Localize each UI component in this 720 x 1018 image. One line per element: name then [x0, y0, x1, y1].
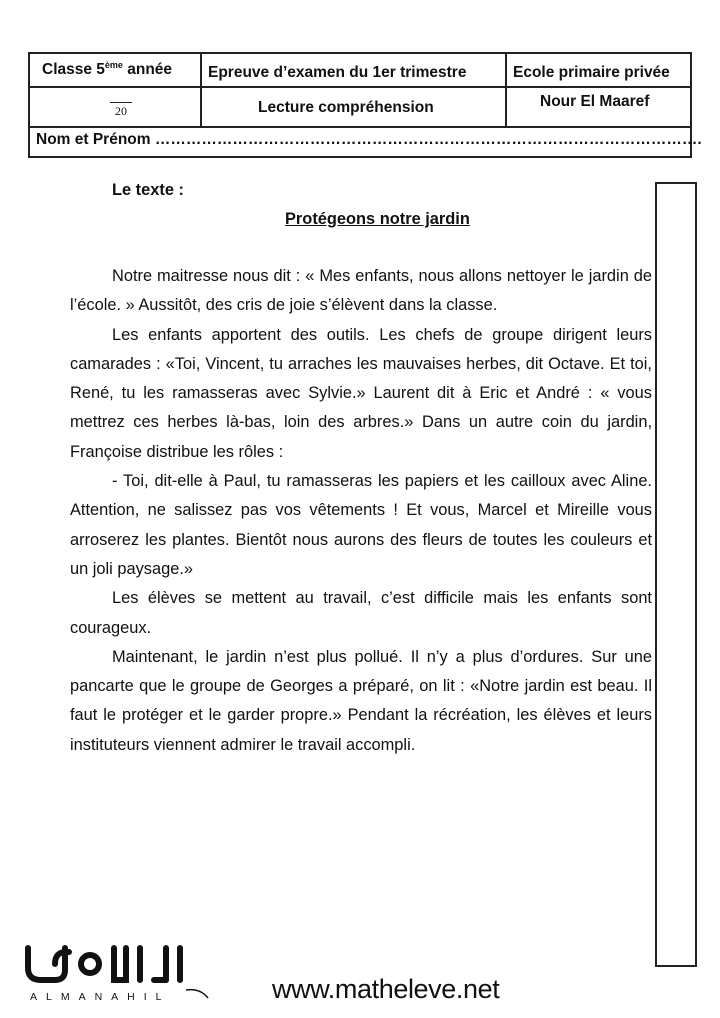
- class-level: Classe 5ème année: [42, 60, 173, 79]
- paragraph: Maintenant, le jardin n’est plus pollué. Il n’y a plus d’ordures. Sur une pancarte que le groupe de Georges a préparé, on lit : «Notre jardin est beau. Il faut le protéger et le garder propre.» Pendant la récréation, les élèves et leurs instituteurs viennent admirer le travail accompli.: [70, 647, 652, 754]
- exam-title: Epreuve d’examen du 1er trimestre: [208, 64, 467, 81]
- website-url[interactable]: www.matheleve.net: [272, 974, 500, 1004]
- exam-header-table: [28, 52, 702, 158]
- name-field-label: Nom et Prénom …………………………………………………………………………………………….: [36, 131, 702, 148]
- paragraph: - Toi, dit-elle à Paul, tu ramasseras les papiers et les cailloux avec Aline. Attention, ne salissez pas vos vêtements ! Et vous, Marcel et Mireille vous arroserez les plantes. Bientôt nous aurons des fleurs de toutes les couleurs et un joli paysage.»: [70, 472, 652, 578]
- school-name-line1: Ecole primaire privée: [513, 64, 670, 81]
- paragraph: Les enfants apportent des outils. Les chefs de groupe dirigent leurs camarades : «Toi, Vincent, tu arraches les mauvaises herbes, dit Octave. Et toi, René, tu les ramasseras avec Sylvie.» Laurent dit à Eric et André : « vous mettrez ces herbes là-bas, loin des arbres.» Dans un autre coin du jardin, Françoise distribue les rôles :: [70, 325, 652, 461]
- header-col-divider-2: [505, 54, 507, 126]
- almanahil-logo: [14, 934, 210, 1004]
- almanahil-logo-icon: [14, 934, 210, 1004]
- svg-text:ALMANAHIL: ALMANAHIL: [30, 991, 171, 1003]
- section-label: Le texte :: [112, 181, 184, 199]
- paragraph: Les élèves se mettent au travail, c’est difficile mais les enfants sont courageux.: [70, 589, 652, 637]
- paragraph: Notre maitresse nous dit : « Mes enfants, nous allons nettoyer le jardin de l’école. » Aussitôt, des cris de joie s’élèvent dans la classe.: [70, 267, 652, 315]
- header-col-divider-1: [200, 54, 202, 126]
- school-name-line2: Nour El Maaref: [540, 93, 650, 110]
- header-row-divider: [30, 86, 690, 88]
- header-name-row-divider: [30, 126, 690, 128]
- reading-text: [70, 262, 652, 760]
- margin-score-box: [655, 182, 697, 967]
- text-title: Protégeons notre jardin: [285, 210, 470, 228]
- subject-title: Lecture compréhension: [258, 99, 434, 116]
- score-fraction: 20: [110, 102, 132, 119]
